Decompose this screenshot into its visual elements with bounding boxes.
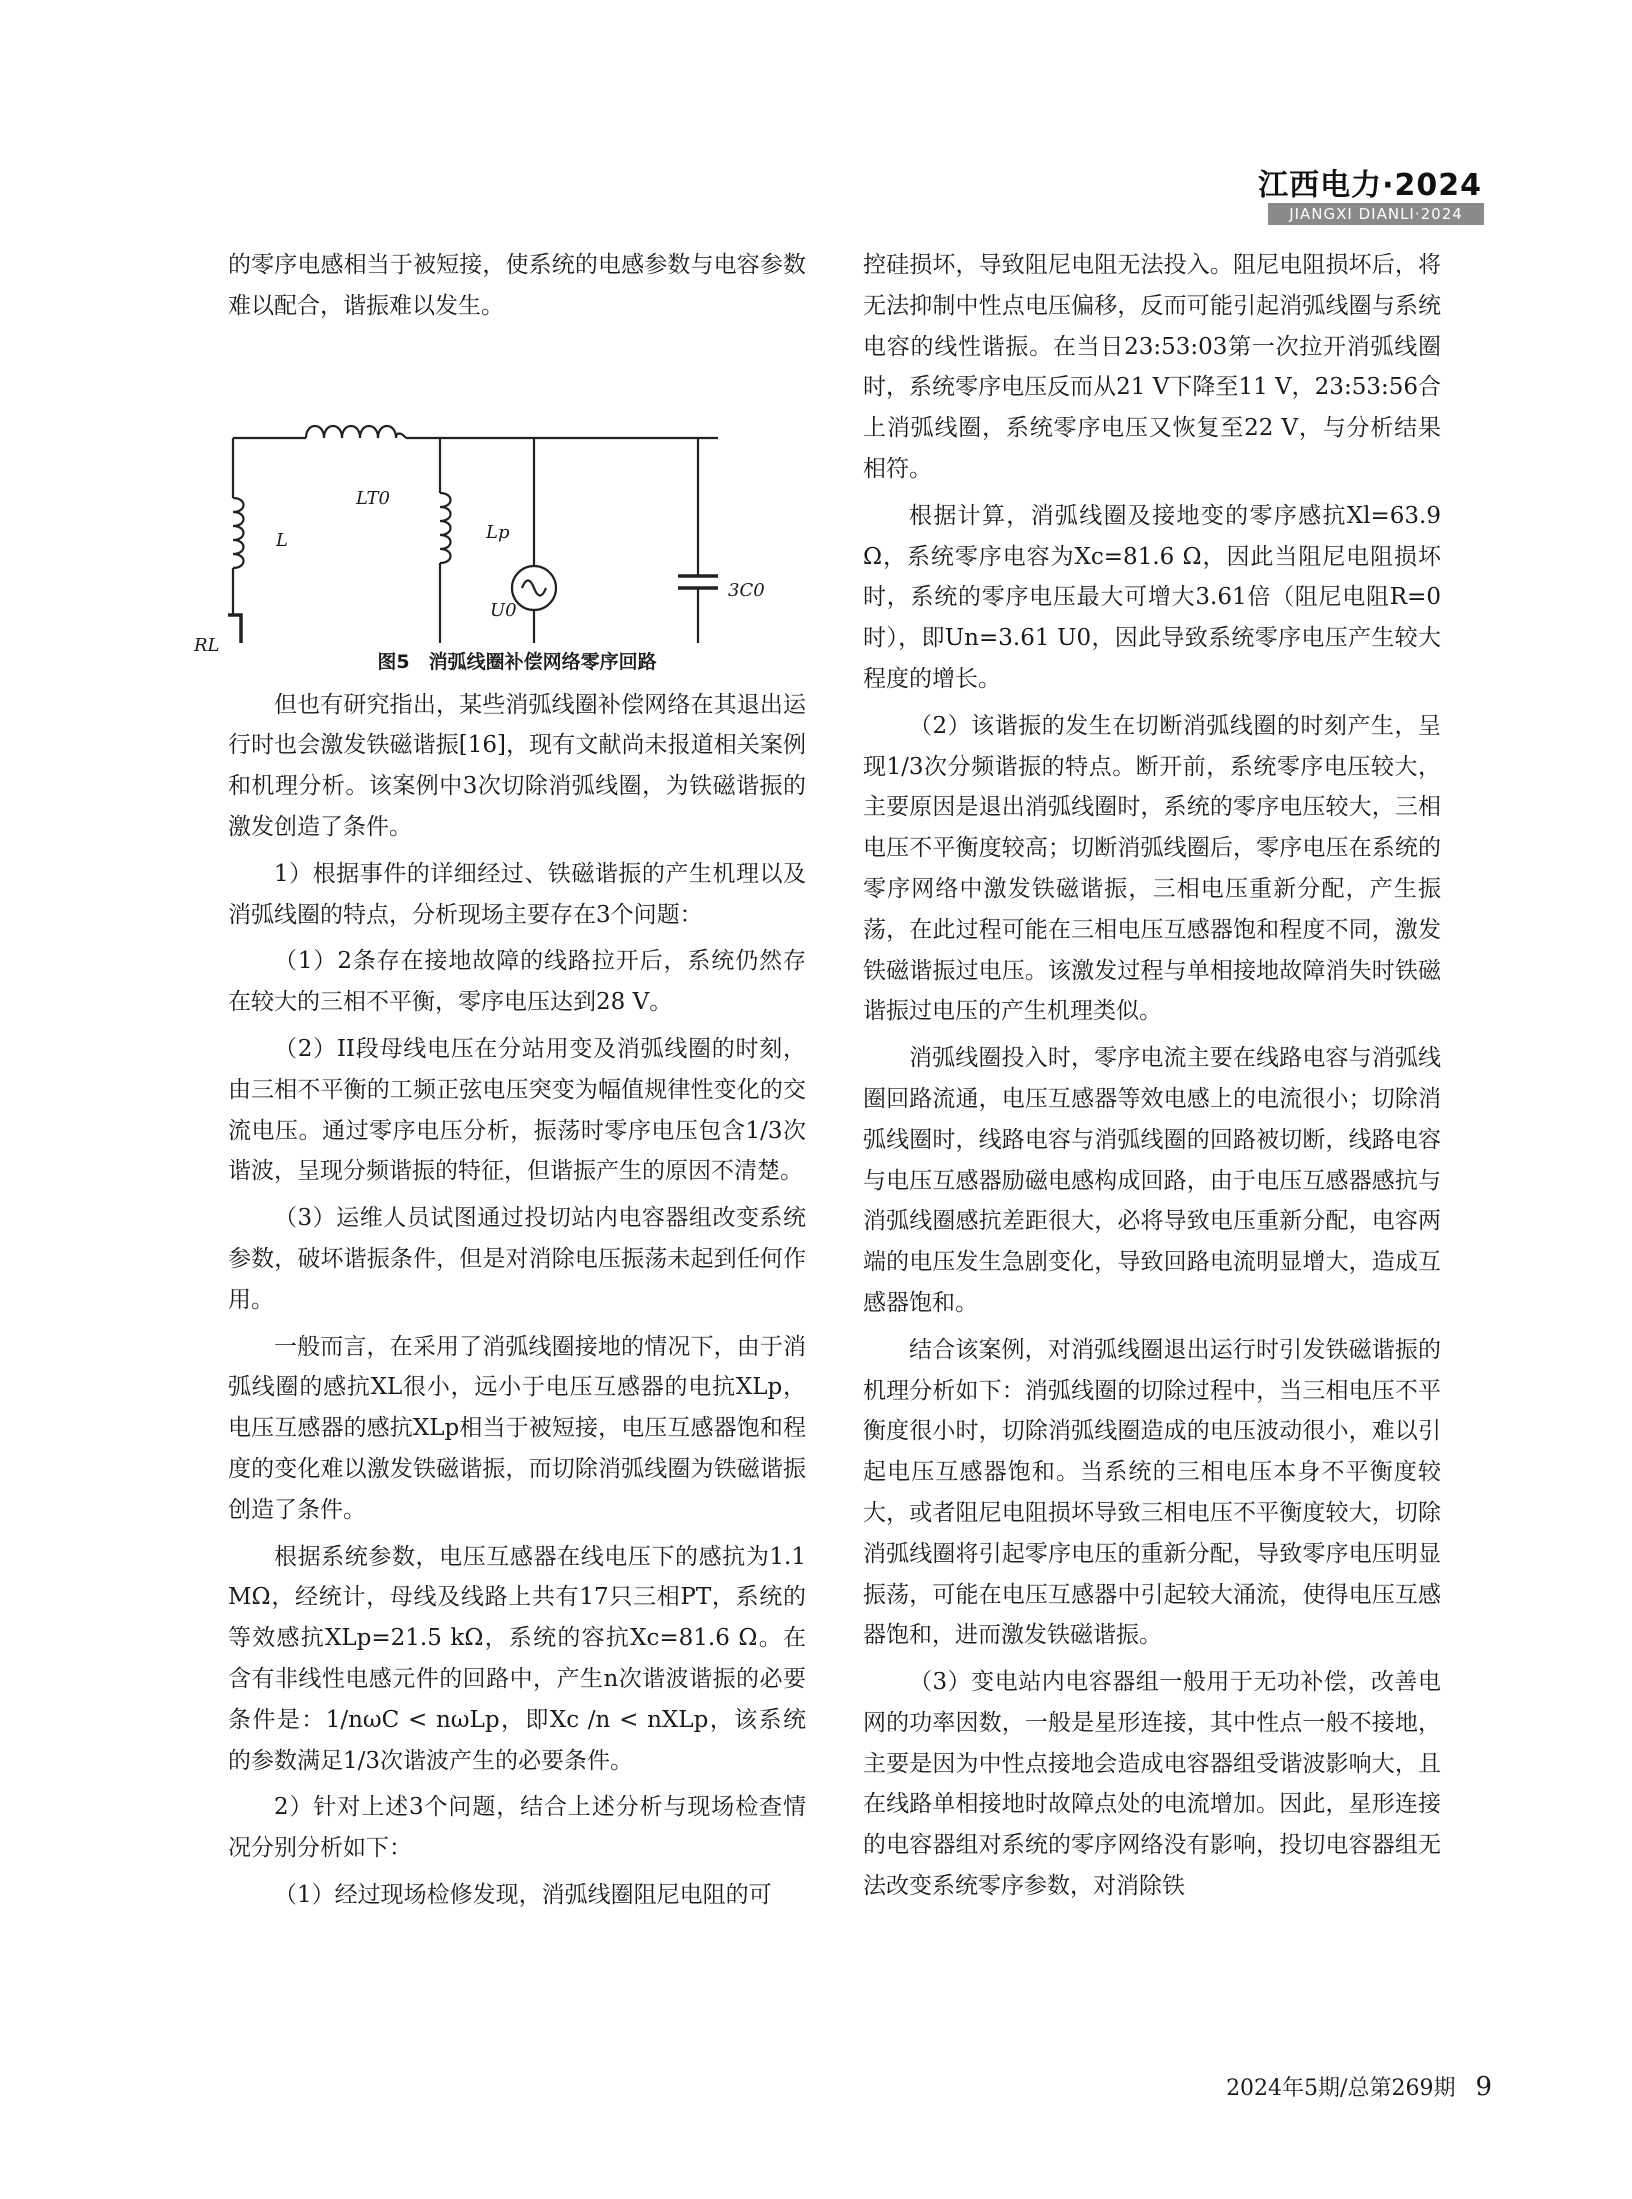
label-3C0: 3C0: [728, 579, 765, 601]
label-RL: RL: [194, 634, 220, 656]
paragraph: 根据系统参数，电压互感器在线电压下的感抗为1.1 MΩ，经统计，母线及线路上共有17只三相PT，系统的等效感抗XLp=21.5 kΩ，系统的容抗Xc=81.6 Ω。在含有非线性电感元件的回路中，产生n次谐波谐振的必要条件是：1/nωC < nωLp，即Xc /n < nXLp，该系统的参数满足1/3次谐波产生的必要条件。: [228, 1543, 806, 1774]
label-L: L: [276, 529, 288, 551]
journal-subtitle: JIANGXI DIANLI·2024: [1268, 203, 1484, 225]
figure-caption: 图5 消弧线圈补偿网络零序回路: [377, 650, 657, 673]
page-footer: [1226, 2071, 1492, 2102]
paragraph: 1）根据事件的详细经过、铁磁谐振的产生机理以及消弧线圈的特点，分析现场主要存在3个问题：: [228, 860, 806, 928]
paragraph: 消弧线圈投入时，零序电流主要在线路电容与消弧线圈回路流通，电压互感器等效电感上的电流很小；切除消弧线圈时，线路电容与消弧线圈的回路被切断，线路电容与电压互感器励磁电感构成回路，由于电压互感器感抗与消弧线圈感抗差距很大，必将导致电压重新分配，电容两端的电压发生急剧变化，导致回路电流明显增大，造成互感器饱和。: [863, 1045, 1441, 1316]
paragraph: 结合该案例，对消弧线圈退出运行时引发铁磁谐振的机理分析如下：消弧线圈的切除过程中，当三相电压不平衡度很小时，切除消弧线圈造成的电压波动很小，难以引起电压互感器饱和。当系统的三相电压本身不平衡度较大，或者阻尼电阻损坏导致三相电压不平衡度较大，切除消弧线圈将引起零序电压的重新分配，导致零序电压明显振荡，可能在电压互感器中引起较大涌流，使得电压互感器饱和，进而激发铁磁谐振。: [863, 1336, 1441, 1649]
paragraph: 的零序电感相当于被短接，使系统的电感参数与电容参数难以配合，谐振难以发生。: [228, 252, 806, 319]
paragraph: （1）2条存在接地故障的线路拉开后，系统仍然存在较大的三相不平衡，零序电压达到28 V。: [228, 948, 806, 1016]
page-number: 9: [1475, 2072, 1492, 2102]
left-column: [194, 245, 806, 1922]
paragraph: 一般而言，在采用了消弧线圈接地的情况下，由于消弧线圈的感抗XL很小，远小于电压互感器的电抗XLp，电压互感器的感抗XLp相当于被短接，电压互感器饱和程度的变化难以激发铁磁谐振，而切除消弧线圈为铁磁谐振创造了条件。: [228, 1333, 806, 1523]
paragraph: （3）运维人员试图通过投切站内电容器组改变系统参数，破坏谐振条件，但是对消除电压振荡未起到任何作用。: [228, 1205, 806, 1313]
paragraph: 控硅损坏，导致阻尼电阻无法投入。阻尼电阻损坏后，将无法抑制中性点电压偏移，反而可能引起消弧线圈与系统电容的线性谐振。在当日23:53:03第一次拉开消弧线圈时，系统零序电压反而从21 V下降至11 V，23:53:56合上消弧线圈，系统零序电压又恢复至22 V，与分析结果相符。: [863, 252, 1441, 482]
right-column: [863, 245, 1441, 1913]
paragraph: （2）II段母线电压在分站用变及消弧线圈的时刻，由三相不平衡的工频正弦电压突变为幅值规律性变化的交流电压。通过零序电压分析，振荡时零序电压包含1/3次谐波，呈现分频谐振的特征，但谐振产生的原因不清楚。: [228, 1035, 806, 1185]
paragraph: 但也有研究指出，某些消弧线圈补偿网络在其退出运行时也会激发铁磁谐振[16]，现有文献尚未报道相关案例和机理分析。该案例中3次切除消弧线圈，为铁磁谐振的激发创造了条件。: [228, 691, 806, 840]
issue-info: 2024年5期/总第269期: [1226, 2076, 1456, 2101]
journal-title: 江西电力·2024: [1258, 168, 1482, 203]
label-U0: U0: [490, 599, 517, 621]
paragraph: （1）经过现场检修发现，消弧线圈阻尼电阻的可: [274, 1881, 772, 1908]
paragraph: 2）针对上述3个问题，结合上述分析与现场检查情况分别分析如下：: [228, 1794, 806, 1862]
paragraph: （3）变电站内电容器组一般用于无功补偿，改善电网的功率因数，一般是星形连接，其中性点一般不接地，主要是因为中性点接地会造成电容器组受谐波影响大，且在线路单相接地时故障点处的电流增加。因此，星形连接的电容器组对系统的零序网络没有影响，投切电容器组无法改变系统零序参数，对消除铁: [863, 1669, 1441, 1900]
paragraph: （2）该谐振的发生在切断消弧线圈的时刻产生，呈现1/3次分频谐振的特点。断开前，系统零序电压较大，主要原因是退出消弧线圈时，系统的零序电压较大，三相电压不平衡度较高；切断消弧线圈后，零序电压在系统的零序网络中激发铁磁谐振，三相电压重新分配，产生振荡，在此过程可能在三相电压互感器饱和程度不同，激发铁磁谐振过电压。该激发过程与单相接地故障消失时铁磁谐振过电压的产生机理类似。: [863, 712, 1441, 1025]
label-LT0: LT0: [356, 487, 390, 509]
paragraph: 根据计算，消弧线圈及接地变的零序感抗Xl=63.9 Ω，系统零序电容为Xc=81.6 Ω，因此当阻尼电阻损坏时，系统的零序电压最大可增大3.61倍（阻尼电阻R=0时），即Un=3.61 U0，因此导致系统零序电压产生较大程度的增长。: [863, 502, 1441, 692]
label-Lp: Lp: [486, 521, 510, 543]
circuit-diagram: [228, 333, 806, 643]
circuit-figure: [194, 333, 806, 656]
